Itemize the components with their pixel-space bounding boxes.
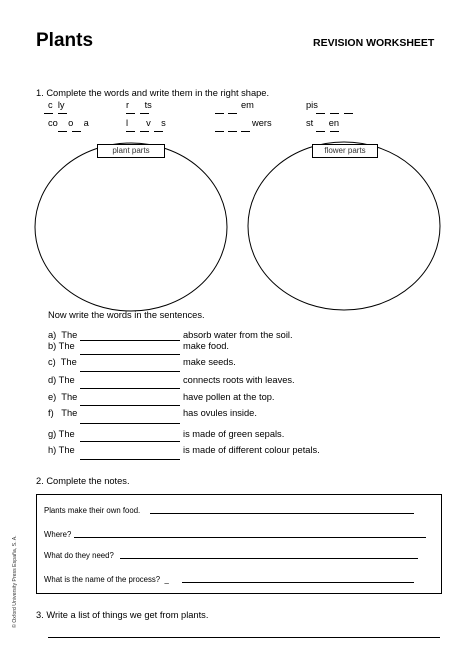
sentence-a-prefix: a) The xyxy=(48,330,78,340)
letter-group-4: pis xyxy=(306,100,318,110)
sentence-b-suffix: make food. xyxy=(183,341,229,351)
sentence-c-blank[interactable] xyxy=(80,371,180,372)
copyright-notice: © Oxford University Press España, S. A. xyxy=(12,535,18,628)
sentence-e-suffix: have pollen at the top. xyxy=(183,392,275,402)
sentence-f-suffix: has ovules inside. xyxy=(183,408,257,418)
flower-parts-shape[interactable] xyxy=(248,142,440,310)
note-3-blank[interactable] xyxy=(120,558,418,559)
flower-parts-label: flower parts xyxy=(312,144,378,158)
sentence-g-suffix: is made of green sepals. xyxy=(183,429,285,439)
sentence-g-prefix: g) The xyxy=(48,429,75,439)
q1-instruction: 1. Complete the words and write them in the right shape. xyxy=(36,88,270,98)
sentence-b-blank[interactable] xyxy=(80,354,180,355)
sentence-f-blank[interactable] xyxy=(80,423,180,424)
letter-group-5: co o a xyxy=(48,118,89,128)
letter-group-6: l v s xyxy=(126,118,166,128)
sentence-g-blank[interactable] xyxy=(80,441,180,442)
letter-group-8: st en xyxy=(306,118,340,128)
worksheet-subtitle: REVISION WORKSHEET xyxy=(313,37,435,49)
sentence-h-prefix: h) The xyxy=(48,445,75,455)
note-4-label: What is the name of the process? _ xyxy=(44,575,169,584)
letter-group-7: wers xyxy=(252,118,272,128)
note-4-blank[interactable] xyxy=(182,582,414,583)
q2-instruction: 2. Complete the notes. xyxy=(36,476,130,486)
sentence-a-blank[interactable] xyxy=(80,340,180,341)
sentence-c-suffix: make seeds. xyxy=(183,357,236,367)
q3-answer-line[interactable] xyxy=(48,637,440,638)
sentence-a-suffix: absorb water from the soil. xyxy=(183,330,293,340)
plant-parts-shape[interactable] xyxy=(35,143,227,311)
q3-instruction: 3. Write a list of things we get from plants. xyxy=(36,610,209,620)
letter-group-1: c ly xyxy=(48,100,65,110)
note-1-label: Plants make their own food. xyxy=(44,506,141,515)
sentence-e-blank[interactable] xyxy=(80,405,180,406)
sentence-e-prefix: e) The xyxy=(48,392,78,402)
note-2-label: Where? xyxy=(44,530,72,539)
page-title: Plants xyxy=(36,30,94,51)
sentence-c-prefix: c) The xyxy=(48,357,77,367)
sentence-h-suffix: is made of different colour petals. xyxy=(183,445,320,455)
note-3-label: What do they need? xyxy=(44,551,114,560)
sentences-intro: Now write the words in the sentences. xyxy=(48,310,205,320)
sentence-d-blank[interactable] xyxy=(80,388,180,389)
sentence-d-suffix: connects roots with leaves. xyxy=(183,375,295,385)
letter-group-2: r ts xyxy=(126,100,152,110)
sentence-h-blank[interactable] xyxy=(80,459,180,460)
note-1-blank[interactable] xyxy=(150,513,414,514)
plant-parts-label: plant parts xyxy=(97,144,165,158)
sentence-d-prefix: d) The xyxy=(48,375,75,385)
sentence-f-prefix: f) The xyxy=(48,408,78,418)
letter-group-3: em xyxy=(241,100,254,110)
note-2-blank[interactable] xyxy=(74,537,426,538)
sentence-b-prefix: b) The xyxy=(48,341,75,351)
